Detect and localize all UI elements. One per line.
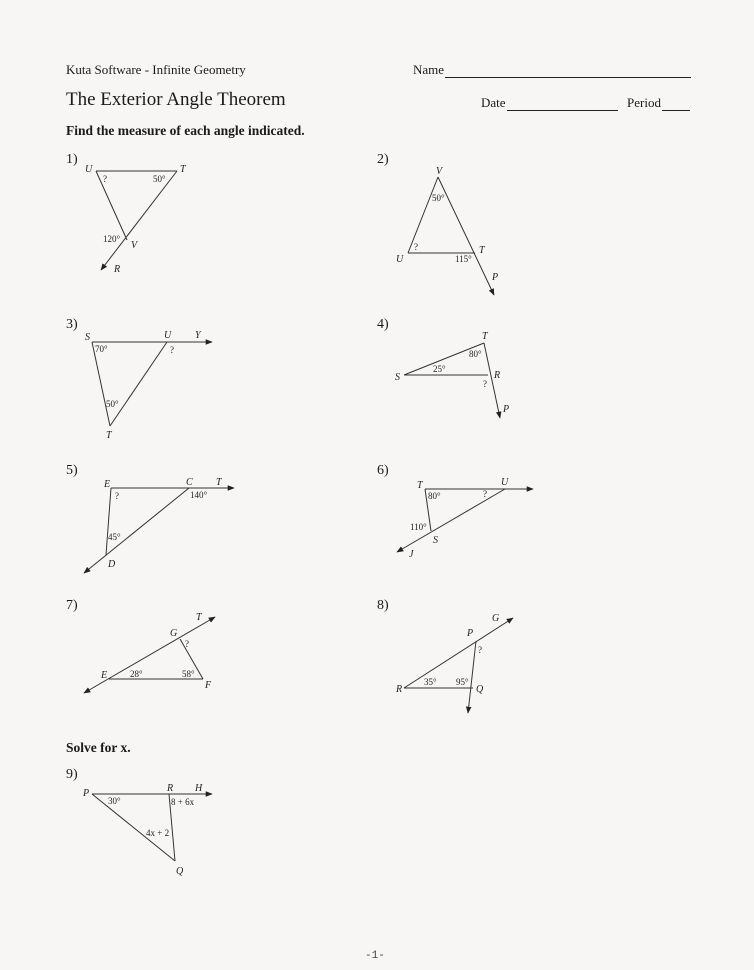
svg-text:28°: 28° bbox=[130, 669, 143, 679]
svg-text:F: F bbox=[205, 680, 212, 691]
svg-text:50°: 50° bbox=[432, 193, 445, 203]
svg-text:?: ? bbox=[185, 639, 189, 649]
svg-text:80°: 80° bbox=[469, 349, 482, 359]
svg-text:G: G bbox=[170, 628, 178, 639]
svg-text:S: S bbox=[85, 332, 90, 343]
triangle-3-figure bbox=[92, 342, 212, 426]
svg-text:R: R bbox=[167, 783, 174, 794]
svg-text:?: ? bbox=[414, 242, 418, 252]
svg-text:70°: 70° bbox=[95, 344, 108, 354]
svg-text:U: U bbox=[85, 164, 93, 175]
svg-text:50°: 50° bbox=[153, 174, 166, 184]
problem-6-number: 6) bbox=[377, 463, 389, 478]
svg-text:95°: 95° bbox=[456, 677, 469, 687]
triangle-8-figure bbox=[404, 618, 513, 713]
svg-text:120°: 120° bbox=[103, 234, 121, 244]
svg-text:R: R bbox=[114, 264, 121, 275]
svg-text:?: ? bbox=[170, 345, 174, 355]
svg-text:80°: 80° bbox=[428, 491, 441, 501]
svg-text:T: T bbox=[106, 430, 112, 441]
svg-text:45°: 45° bbox=[108, 532, 121, 542]
svg-text:T: T bbox=[216, 477, 222, 488]
svg-text:Q: Q bbox=[176, 866, 184, 877]
svg-text:58°: 58° bbox=[182, 669, 195, 679]
svg-text:R: R bbox=[396, 684, 403, 695]
worksheet-title: The Exterior Angle Theorem bbox=[66, 89, 286, 110]
svg-text:30°: 30° bbox=[108, 796, 121, 806]
page-number: -1- bbox=[365, 950, 385, 962]
svg-text:P: P bbox=[503, 404, 510, 415]
svg-text:T: T bbox=[180, 164, 186, 175]
triangle-7-figure bbox=[84, 617, 215, 693]
svg-text:?: ? bbox=[103, 174, 107, 184]
svg-text:T: T bbox=[417, 480, 423, 491]
period-label: Period bbox=[627, 95, 661, 110]
triangle-2-figure bbox=[408, 177, 494, 295]
svg-text:?: ? bbox=[483, 489, 487, 499]
svg-text:C: C bbox=[186, 477, 193, 488]
problem-5-number: 5) bbox=[66, 463, 78, 478]
svg-text:?: ? bbox=[115, 491, 119, 501]
instruction-solve-x: Solve for x. bbox=[66, 740, 131, 755]
problem-9-number: 9) bbox=[66, 767, 78, 782]
svg-text:4x + 2: 4x + 2 bbox=[146, 828, 170, 838]
problem-2-number: 2) bbox=[377, 152, 389, 167]
svg-text:P: P bbox=[492, 272, 499, 283]
problem-7-number: 7) bbox=[66, 598, 78, 613]
svg-text:?: ? bbox=[483, 379, 487, 389]
problem-4-number: 4) bbox=[377, 317, 389, 332]
svg-text:115°: 115° bbox=[455, 254, 472, 264]
svg-text:110°: 110° bbox=[410, 522, 427, 532]
svg-text:T: T bbox=[482, 331, 488, 342]
svg-text:T: T bbox=[196, 612, 202, 623]
name-label: Name bbox=[413, 62, 445, 77]
publisher-label: Kuta Software - Infinite Geometry bbox=[66, 62, 246, 77]
date-label: Date bbox=[481, 95, 506, 110]
svg-text:P: P bbox=[83, 788, 90, 799]
svg-text:U: U bbox=[164, 330, 172, 341]
problem-3-number: 3) bbox=[66, 317, 78, 332]
svg-text:V: V bbox=[436, 166, 443, 177]
svg-text:Y: Y bbox=[195, 330, 201, 341]
svg-text:H: H bbox=[195, 783, 203, 794]
problem-8-number: 8) bbox=[377, 598, 389, 613]
svg-text:U: U bbox=[501, 477, 509, 488]
svg-text:R: R bbox=[494, 370, 501, 381]
svg-text:S: S bbox=[433, 535, 438, 546]
triangle-6-figure bbox=[397, 489, 533, 552]
svg-text:G: G bbox=[492, 613, 500, 624]
triangle-1-figure bbox=[96, 171, 177, 270]
svg-text:8 + 6x: 8 + 6x bbox=[171, 797, 195, 807]
svg-text:S: S bbox=[395, 372, 400, 383]
svg-text:P: P bbox=[467, 628, 474, 639]
svg-text:D: D bbox=[108, 559, 116, 570]
svg-text:35°: 35° bbox=[424, 677, 437, 687]
triangle-5-figure bbox=[84, 488, 234, 573]
svg-text:E: E bbox=[101, 670, 108, 681]
svg-text:T: T bbox=[479, 245, 485, 256]
svg-text:E: E bbox=[104, 479, 111, 490]
svg-text:25°: 25° bbox=[433, 364, 446, 374]
instruction-find-angles: Find the measure of each angle indicated. bbox=[66, 123, 305, 138]
svg-text:50°: 50° bbox=[106, 399, 119, 409]
svg-text:140°: 140° bbox=[190, 490, 208, 500]
svg-text:?: ? bbox=[478, 645, 482, 655]
svg-text:Q: Q bbox=[476, 684, 484, 695]
problem-1-number: 1) bbox=[66, 152, 78, 167]
svg-text:U: U bbox=[396, 254, 404, 265]
svg-text:V: V bbox=[131, 240, 138, 251]
svg-text:J: J bbox=[409, 549, 414, 560]
